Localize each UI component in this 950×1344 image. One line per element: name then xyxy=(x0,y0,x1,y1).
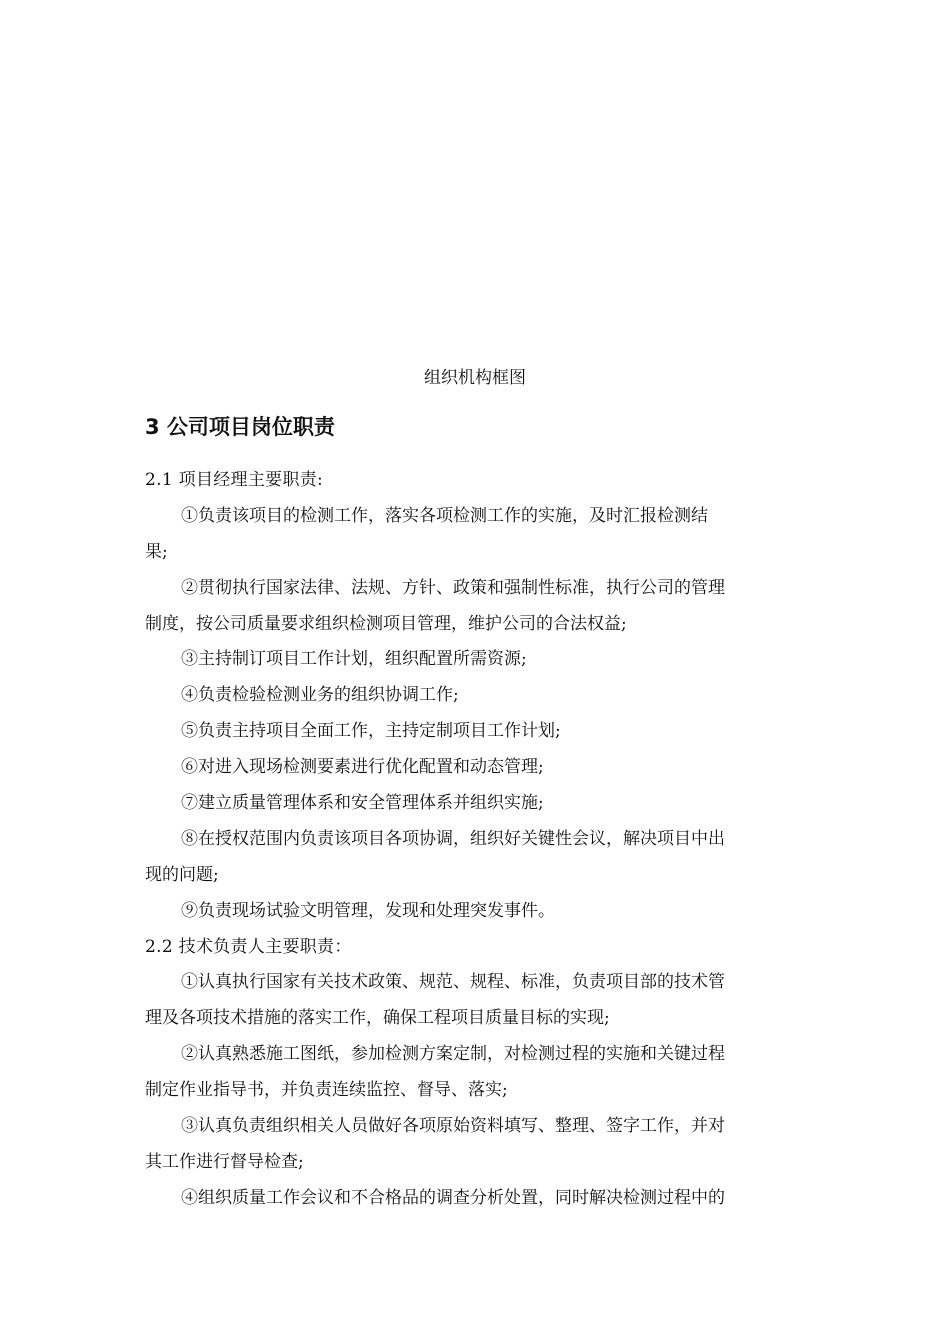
paragraph-line: 现的问题; xyxy=(145,864,219,885)
paragraph-line: ④负责检验检测业务的组织协调工作; xyxy=(181,685,459,706)
paragraph-line: 其工作进行督导检查; xyxy=(145,1151,304,1172)
paragraph-line: 果; xyxy=(145,541,168,562)
paragraph-line: ①负责该项目的检测工作，落实各项检测工作的实施，及时汇报检测结 xyxy=(181,505,708,526)
figure-caption: 组织机构框图 xyxy=(424,368,526,388)
paragraph-line: ⑥对进入现场检测要素进行优化配置和动态管理; xyxy=(181,757,544,778)
subsection-heading: 2.1 项目经理主要职责: xyxy=(145,470,324,490)
paragraph-line: 理及各项技术措施的落实工作，确保工程项目质量目标的实现; xyxy=(145,1008,610,1029)
paragraph-line: ②认真熟悉施工图纸，参加检测方案定制，对检测过程的实施和关键过程 xyxy=(181,1044,725,1065)
paragraph-line: ②贯彻执行国家法律、法规、方针、政策和强制性标准，执行公司的管理 xyxy=(181,577,725,598)
section-heading: 3 公司项目岗位职责 xyxy=(145,415,335,439)
paragraph-line: 制定作业指导书，并负责连续监控、督导、落实; xyxy=(145,1080,508,1101)
paragraph-line: ③主持制订项目工作计划，组织配置所需资源; xyxy=(181,649,527,670)
paragraph-line: ③认真负责组织相关人员做好各项原始资料填写、整理、签字工作，并对 xyxy=(181,1116,725,1137)
paragraph-line: ⑤负责主持项目全面工作，主持定制项目工作计划; xyxy=(181,721,561,742)
subsection-heading: 2.2 技术负责人主要职责： xyxy=(145,936,352,957)
paragraph-line: ①认真执行国家有关技术政策、规范、规程、标准，负责项目部的技术管 xyxy=(181,972,725,993)
paragraph-line: ⑦建立质量管理体系和安全管理体系并组织实施; xyxy=(181,793,544,814)
body-text xyxy=(145,463,805,1217)
paragraph-line: ⑧在授权范围内负责该项目各项协调，组织好关键性会议，解决项目中出 xyxy=(181,828,725,849)
paragraph-line: ⑨负责现场试验文明管理，发现和处理突发事件。 xyxy=(181,900,555,921)
paragraph-line: ④组织质量工作会议和不合格品的调查分析处置，同时解决检测过程中的 xyxy=(181,1187,725,1208)
paragraph-line: 制度，按公司质量要求组织检测项目管理，维护公司的合法权益; xyxy=(145,613,627,634)
